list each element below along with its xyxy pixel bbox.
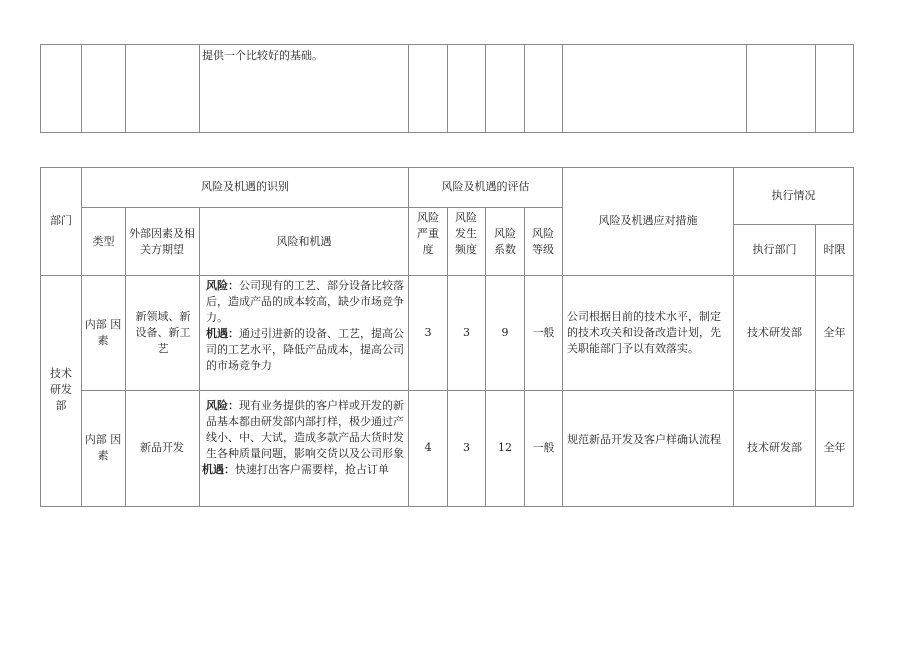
risk-opportunity-cell: [202, 278, 406, 374]
exec-dept-cell: 技术研发部: [747, 441, 802, 454]
header-severity: 风险严重度: [417, 211, 439, 256]
coefficient-cell: 9: [501, 326, 509, 339]
col-line: [40, 44, 41, 133]
header-dept: 部门: [50, 214, 72, 227]
risk-paragraph: [202, 398, 406, 462]
row-divider: [81, 390, 854, 391]
col-line: [524, 44, 525, 133]
col-line: [125, 207, 126, 507]
severity-cell: 4: [424, 441, 432, 454]
table-top-border: [40, 167, 854, 168]
col-line: [199, 44, 200, 133]
risk-label: 风险：: [206, 399, 239, 412]
exec-split-line: [733, 224, 854, 225]
header-identification: 风险及机遇的识别: [201, 180, 289, 193]
risk-label: 风险：: [206, 279, 239, 292]
frequency-cell: 3: [463, 441, 470, 454]
col-line: [815, 224, 816, 507]
header-split-line: [81, 207, 563, 208]
risk-text: 公司现有的工艺、部分设备比较落后，造成产品的成本较高，缺少市场竞争力。: [206, 279, 404, 324]
col-line: [408, 44, 409, 133]
col-line: [524, 207, 525, 507]
col-line: [853, 167, 854, 507]
severity-cell: 3: [424, 326, 432, 339]
department-cell: 技术研发部: [50, 367, 72, 412]
type-cell: 内部 因素: [84, 318, 122, 347]
opportunity-paragraph: [202, 462, 406, 478]
level-cell: 一般: [532, 326, 555, 339]
type-cell: 内部 因素: [84, 433, 122, 462]
deadline-cell: 全年: [823, 441, 846, 454]
deadline-cell: 全年: [823, 326, 846, 339]
measure-cell: 规范新品开发及客户样确认流程: [567, 433, 721, 446]
frequency-cell: 3: [463, 326, 470, 339]
header-exec-dept: 执行部门: [752, 243, 797, 256]
col-line: [815, 44, 816, 133]
top-content-text: 提供一个比较好的基础。: [202, 49, 323, 62]
col-line: [81, 44, 82, 133]
header-type: 类型: [92, 235, 115, 248]
exec-dept-cell: 技术研发部: [747, 326, 802, 339]
factor-cell: 新品开发: [140, 441, 184, 454]
col-line: [125, 44, 126, 133]
opportunity-paragraph: [202, 326, 406, 374]
measure-cell: 公司根据目前的技术水平，制定的技术攻关和设备改造计划，先关职能部门予以有效落实。: [567, 310, 721, 355]
header-frequency: 风险发生频度: [455, 211, 477, 256]
factor-cell: 新领域、新设备、新工艺: [135, 310, 191, 355]
header-measures: 风险及机遇应对措施: [598, 214, 698, 227]
opportunity-label: 机遇：: [206, 327, 239, 340]
col-line: [447, 44, 448, 133]
col-line: [485, 207, 486, 507]
header-risk-opportunity: 风险和机遇: [276, 235, 332, 248]
risk-paragraph: [202, 278, 406, 326]
col-line: [447, 207, 448, 507]
risk-text: 现有业务提供的客户样或开发的新品基本都由研发部内部打样，极少通过产线小、中、大试，造成多款产品大货时发生各种质量问题，影响交货以及公司形象: [206, 399, 404, 460]
col-line: [485, 44, 486, 133]
header-level: 风险等级: [532, 227, 554, 256]
header-execution: 执行情况: [771, 189, 816, 202]
header-coefficient: 风险系数: [494, 227, 516, 256]
opportunity-text: 快速打出客户需要样，抢占订单: [235, 463, 389, 476]
col-line: [562, 44, 563, 133]
header-external: 外部因素及相关方期望: [129, 227, 195, 256]
col-line: [199, 207, 200, 507]
risk-opportunity-cell: [202, 398, 406, 478]
level-cell: 一般: [532, 441, 555, 454]
coefficient-cell: 12: [498, 441, 512, 454]
col-line: [853, 44, 854, 133]
col-line: [746, 44, 747, 133]
opportunity-text: 通过引进新的设备、工艺，提高公司的工艺水平，降低产品成本，提高公司的市场竞争力: [206, 327, 404, 372]
opportunity-label: 机遇：: [202, 463, 235, 476]
header-deadline: 时限: [823, 243, 846, 256]
col-line: [81, 167, 82, 507]
header-evaluation: 风险及机遇的评估: [441, 180, 530, 193]
